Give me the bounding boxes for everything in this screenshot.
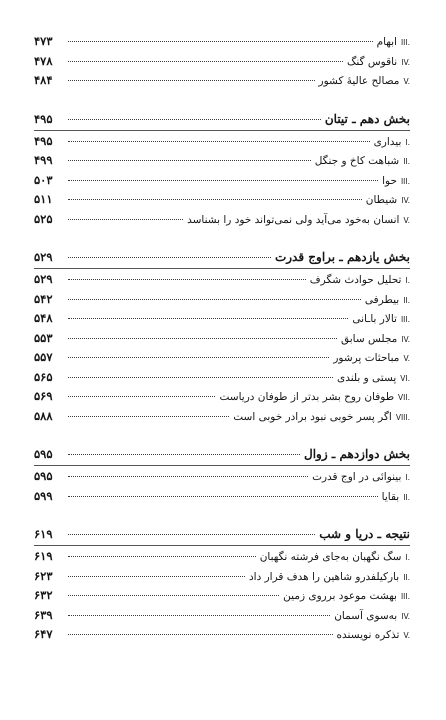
chapter-title: بارکیلفدرو شاهین را هدف قرار داد <box>249 570 400 583</box>
chapter-title: مجلس سابق <box>340 332 398 345</box>
chapter-numeral: II. <box>403 157 410 166</box>
dot-leader <box>68 199 362 200</box>
chapter-page-number: ۶۴۷ <box>34 627 53 641</box>
chapter-title: طوفان روح بشر بدتر از طوفان دریاست <box>219 391 395 403</box>
part-title: بخش یازدهم ـ براوج قدرت <box>274 250 410 264</box>
dot-leader <box>68 257 271 258</box>
chapter-title: پستی و بلندی <box>337 371 397 384</box>
part-title: نتیجه ـ دریا و شب <box>319 527 410 541</box>
dot-leader <box>68 338 337 339</box>
chapter-page-number: ۵۴۲ <box>34 291 53 306</box>
toc-section <box>34 443 410 506</box>
dot-leader <box>68 595 279 596</box>
chapter-numeral: I. <box>405 473 410 482</box>
part-page-number: ۶۱۹ <box>34 527 53 541</box>
chapter-title: بیطرفی <box>364 293 400 306</box>
dot-leader <box>68 556 256 557</box>
chapter-numeral: III. <box>400 592 410 601</box>
chapter-page-number: ۵۵۷ <box>34 350 53 364</box>
chapter-page-number: ۴۷۳ <box>34 34 53 48</box>
chapter-page-number: ۵۰۳ <box>34 172 53 187</box>
chapter-title: بقایا <box>381 490 400 503</box>
part-heading <box>34 443 410 465</box>
chapter-entry <box>34 487 410 507</box>
dot-leader <box>68 534 315 535</box>
chapter-numeral: VIII. <box>395 412 410 422</box>
chapter-page-number: ۵۶۵ <box>34 369 53 384</box>
dot-leader <box>68 119 321 120</box>
part-page-number: ۴۹۵ <box>34 111 53 126</box>
chapter-numeral: III. <box>400 315 410 324</box>
chapter-entry <box>34 625 410 645</box>
chapter-page-number: ۵۸۸ <box>34 408 53 423</box>
dot-leader <box>68 180 378 181</box>
part-divider <box>34 268 410 269</box>
part-title: بخش دهم ـ تیتان <box>324 111 410 126</box>
chapter-entry <box>34 348 410 368</box>
chapter-entry <box>34 586 410 606</box>
chapter-numeral: III. <box>400 176 410 186</box>
chapter-page-number: ۶۲۳ <box>34 568 53 583</box>
chapter-entry <box>34 606 410 626</box>
dot-leader <box>68 80 315 81</box>
dot-leader <box>68 377 333 378</box>
chapter-numeral: I. <box>405 553 410 562</box>
dot-leader <box>68 219 183 220</box>
chapter-entry <box>34 210 410 230</box>
part-divider <box>34 545 410 546</box>
table-of-contents <box>34 32 410 662</box>
chapter-title: تالار باـانی <box>352 313 397 325</box>
part-heading <box>34 246 410 268</box>
part-heading <box>34 108 410 130</box>
chapter-title: ناقوس گنگ <box>346 55 398 68</box>
chapter-title: مصالح عالیهٔ کشور <box>318 75 400 87</box>
chapter-title: شباهت کاخ و جنگل <box>314 155 400 167</box>
chapter-numeral: V. <box>403 215 410 225</box>
chapter-entry <box>34 71 410 91</box>
toc-section <box>34 246 410 426</box>
chapter-page-number: ۴۸۴ <box>34 73 53 87</box>
part-divider <box>34 130 410 131</box>
dot-leader <box>68 160 311 161</box>
chapter-numeral: V. <box>403 631 410 640</box>
chapter-numeral: III. <box>400 38 410 47</box>
chapter-page-number: ۶۱۹ <box>34 549 53 563</box>
chapter-page-number: ۶۳۲ <box>34 588 53 602</box>
chapter-page-number: ۵۱۱ <box>34 192 53 206</box>
part-page-number: ۵۹۵ <box>34 447 53 461</box>
toc-section <box>34 32 410 91</box>
chapter-numeral: II. <box>403 295 410 305</box>
chapter-numeral: VII. <box>398 393 410 402</box>
chapter-title: ابهام <box>376 36 397 48</box>
dot-leader <box>68 61 343 62</box>
part-title: بخش دوازدهم ـ زوال <box>303 447 410 461</box>
chapter-entry <box>34 151 410 171</box>
chapter-page-number: ۵۵۳ <box>34 330 53 345</box>
dot-leader <box>68 396 215 397</box>
dot-leader <box>68 141 370 142</box>
dot-leader <box>68 279 306 280</box>
chapter-title: انسان به‌خود می‌آید ولی نمی‌تواند خود را بشناسد <box>187 213 400 226</box>
chapter-page-number: ۵۴۸ <box>34 311 53 325</box>
chapter-page-number: ۵۶۹ <box>34 389 53 403</box>
chapter-entry <box>34 547 410 567</box>
chapter-entry <box>34 32 410 52</box>
chapter-entry <box>34 190 410 210</box>
dot-leader <box>68 41 373 42</box>
chapter-numeral: V. <box>403 354 410 363</box>
dot-leader <box>68 416 229 417</box>
chapter-page-number: ۴۹۹ <box>34 153 53 167</box>
chapter-title: سگ نگهبان به‌جای فرشته نگهبان <box>259 551 402 563</box>
chapter-numeral: I. <box>405 276 410 285</box>
chapter-page-number: ۵۹۹ <box>34 488 53 503</box>
chapter-numeral: IV. <box>401 196 410 205</box>
chapter-numeral: IV. <box>401 334 410 344</box>
dot-leader <box>68 299 361 300</box>
chapter-entry <box>34 329 410 349</box>
chapter-numeral: VI. <box>400 373 410 383</box>
chapter-numeral: II. <box>403 492 410 502</box>
chapter-page-number: ۵۹۵ <box>34 469 53 483</box>
chapter-title: بهشت موعود برروی زمین <box>283 590 397 602</box>
chapter-entry <box>34 171 410 191</box>
chapter-entry <box>34 387 410 407</box>
chapter-entry <box>34 309 410 329</box>
chapter-entry <box>34 52 410 72</box>
dot-leader <box>68 615 330 616</box>
chapter-title: اگر پسر خوبی نبود برادر خوبی است <box>233 410 392 423</box>
part-divider <box>34 465 410 466</box>
chapter-title: حوا <box>382 174 397 187</box>
chapter-title: به‌سوی آسمان <box>334 609 398 622</box>
dot-leader <box>68 454 300 455</box>
chapter-page-number: ۴۷۸ <box>34 53 53 68</box>
chapter-title: بیداری <box>373 135 402 148</box>
chapter-title: تذکره نویسنده <box>336 629 400 641</box>
dot-leader <box>68 576 245 577</box>
chapter-numeral: II. <box>403 572 410 582</box>
chapter-title: تحلیل حوادث شگرف <box>309 274 402 286</box>
chapter-title: مباحثات پرشور <box>333 352 400 364</box>
chapter-entry <box>34 132 410 152</box>
chapter-entry <box>34 290 410 310</box>
dot-leader <box>68 357 329 358</box>
chapter-title: شیطان <box>365 194 398 206</box>
dot-leader <box>68 634 333 635</box>
dot-leader <box>68 318 348 319</box>
chapter-page-number: ۴۹۵ <box>34 133 53 148</box>
chapter-entry <box>34 567 410 587</box>
dot-leader <box>68 476 308 477</box>
chapter-entry <box>34 270 410 290</box>
chapter-entry <box>34 368 410 388</box>
chapter-numeral: IV. <box>401 57 410 67</box>
chapter-numeral: V. <box>403 77 410 86</box>
chapter-numeral: I. <box>405 137 410 147</box>
chapter-entry <box>34 467 410 487</box>
chapter-page-number: ۵۲۵ <box>34 211 53 226</box>
chapter-numeral: IV. <box>401 611 410 621</box>
dot-leader <box>68 496 378 497</box>
part-page-number: ۵۲۹ <box>34 250 53 264</box>
chapter-title: بینوائی در اوج قدرت <box>312 471 402 483</box>
chapter-page-number: ۶۳۹ <box>34 607 53 622</box>
chapter-page-number: ۵۲۹ <box>34 272 53 286</box>
toc-section <box>34 523 410 645</box>
part-heading <box>34 523 410 545</box>
chapter-entry <box>34 407 410 427</box>
toc-section <box>34 108 410 230</box>
